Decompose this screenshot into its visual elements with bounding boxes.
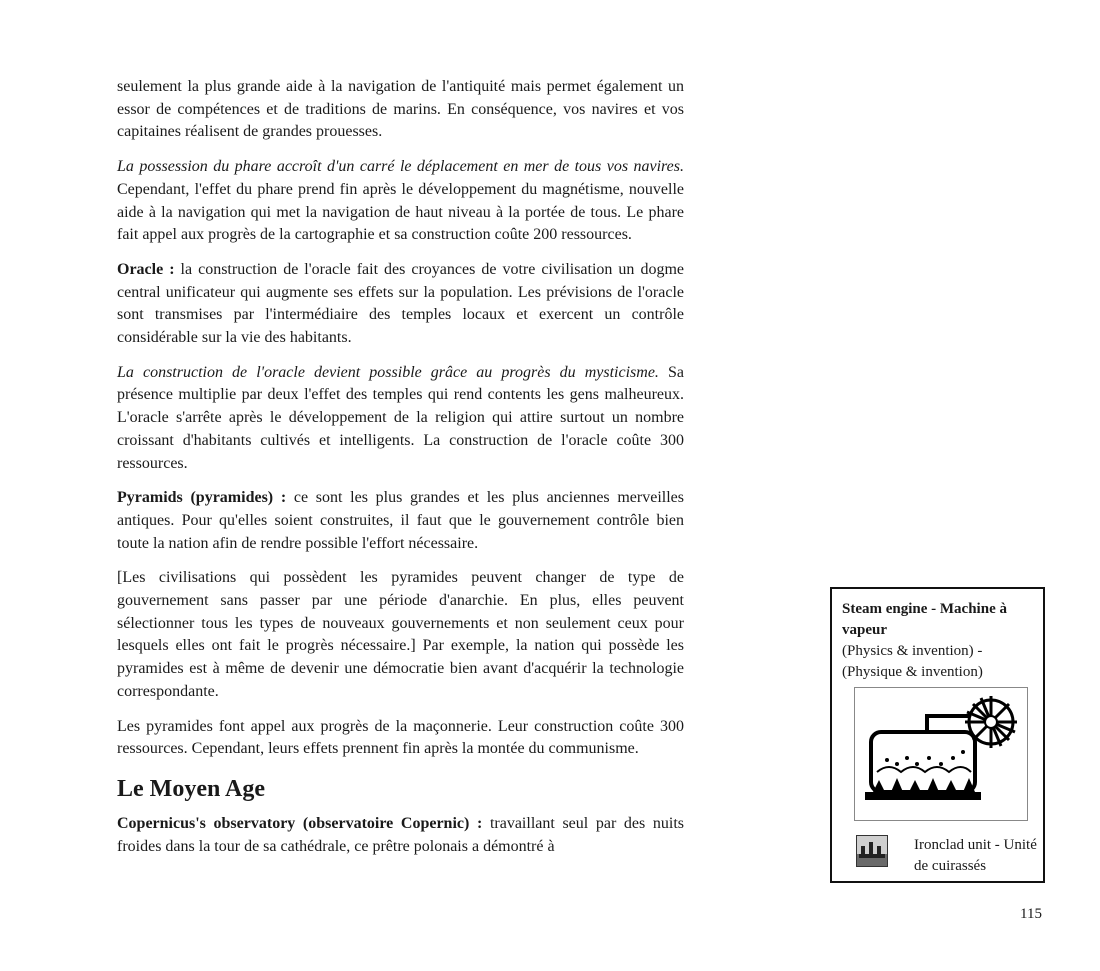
sidebar-title: Steam engine - Machine à vapeur (842, 601, 1007, 638)
ironclad-ship-icon (856, 835, 888, 867)
paragraph-oracle-effect (117, 362, 684, 476)
paragraph-lighthouse-intro: seulement la plus grande aide à la navigation de l'antiquité mais permet également un essor de compétences et de traditions de marins. En conséquence, vos navires et vos capitaines réalisent de grandes prouesses. (117, 78, 684, 141)
oracle-term: Oracle : (117, 260, 175, 278)
sidebar-subtitle: (Physics & invention) - (Physique & invention) (842, 643, 983, 680)
lighthouse-rest: Cependant, l'effet du phare prend fin après le développement du magnétisme, nouvelle aide à la navigation qui met la navigation de haut niveau à la portée de tous. Le phare fait appel aux progrès de la cartographie et sa construction coûte 200 ressources. (117, 180, 684, 244)
paragraph-pyramids (117, 487, 684, 555)
paragraph-copernicus (117, 813, 684, 858)
page-number: 115 (1020, 906, 1042, 922)
lighthouse-italic: La possession du phare accroît d'un carré le déplacement en mer de tous vos navires. (117, 158, 684, 176)
oracle-effect-rest: Sa présence multiplie par deux l'effet des temples qui rend contents les gens malheureux. L'oracle s'arrête après le développement de la religion qui attire surtout un nombre croissant d'habitants cultivés et intelligents. La construction de l'oracle coûte 300 ressources. (117, 363, 684, 472)
tech-sidebar-box (830, 587, 1045, 883)
paragraph-pyramids-cost: Les pyramides font appel aux progrès de la maçonnerie. Leur construction coûte 300 ressources. Cependant, leurs effets prennent fin après la montée du communisme. (117, 717, 684, 758)
oracle-desc: la construction de l'oracle fait des croyances de votre civilisation un dogme central unificateur qui augmente ses effets sur la population. Les prévisions de l'oracle sont transmises par l'intermédiaire des temples locaux et exercent un contrôle considérable sur la vie des habitants. (117, 260, 684, 347)
steam-engine-illustration (854, 687, 1028, 821)
section-heading: Le Moyen Age (117, 775, 265, 802)
copernicus-term: Copernicus's observatory (observatoire Copernic) : (117, 814, 483, 832)
main-text-column (117, 76, 684, 870)
pyramids-term: Pyramids (pyramides) : (117, 489, 287, 507)
paragraph-lighthouse-effect (117, 156, 684, 247)
copernicus-desc: travaillant seul par des nuits froides dans la tour de sa cathédrale, ce prêtre polonais a démontré à (117, 814, 684, 855)
paragraph-oracle (117, 259, 684, 350)
paragraph-pyramids-effect: [Les civilisations qui possèdent les pyramides peuvent changer de type de gouvernement sans passer par une période d'anarchie. En plus, elles peuvent sélectionner tous les types de nouveaux gouvernements et non seulement ceux pour lesquels elles ont fait le progrès nécessaire.] Par exemple, la nation qui possède les pyramides est à même de devenir une démocratie bien avant d'acquérir la technologie correspondante. (117, 569, 684, 700)
steam-engine-icon (855, 688, 1027, 820)
pyramids-desc: ce sont les plus grandes et les plus anciennes merveilles antiques. Pour qu'elles soient construites, il faut que le gouvernement contrôle bien toute la nation afin de rendre possible l'effort nécessaire. (117, 489, 684, 552)
sidebar-unit-label: Ironclad unit - Unité de cuirassés (914, 837, 1037, 874)
oracle-italic: La construction de l'oracle devient possible grâce au progrès du mysticisme. (117, 363, 659, 381)
